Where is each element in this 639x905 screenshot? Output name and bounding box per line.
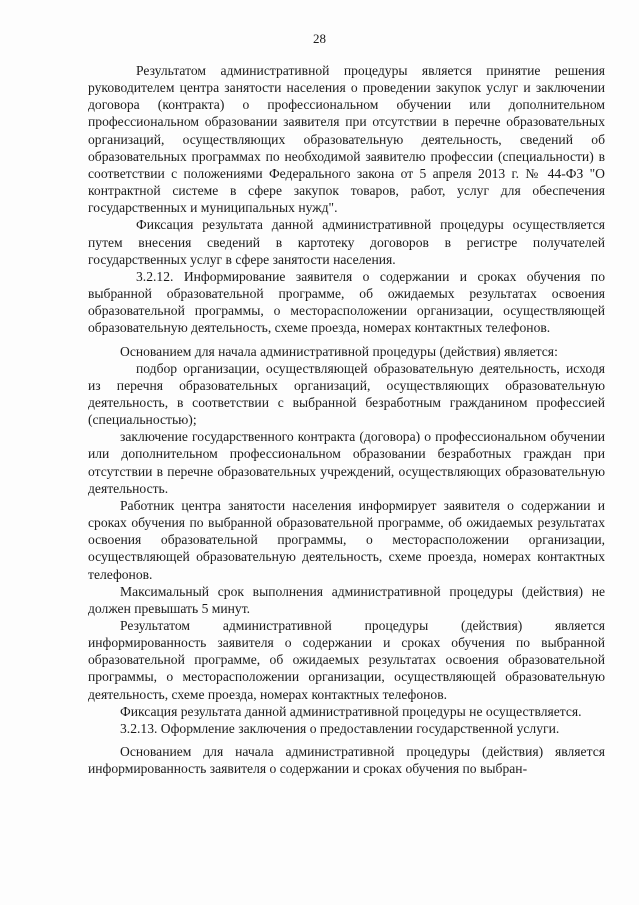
paragraph-result-fixation: Фиксация результата данной административной процедуры осуществляется путем внесения сведений в картотеку договоров в регистре получателей государственных услуг в сфере занятости населения.	[88, 217, 605, 267]
paragraph-section-3-2-12: 3.2.12. Информирование заявителя о содержании и сроках обучения по выбранной образовательной программе, об ожидаемых результатах освоения образовательной программы, о месторасположении организации, осуществляющей образовательную деятельность, схеме проезда, номерах контактных телефонов.	[88, 268, 605, 336]
page-number: 28	[313, 31, 326, 46]
paragraph-procedure-basis: Основанием для начала административной процедуры (действия) является:	[120, 343, 558, 359]
paragraph-informing-result: Результатом административной процедуры (действия) является информированность заявителя о содержании и сроках обучения по выбранной образовательной программе, об ожидаемых результатах освоения образовательной программы, о месторасположении организации, осуществляющей образовательную деятельность, схеме проезда, номерах контактных телефонов.	[88, 618, 605, 702]
document-body	[88, 62, 605, 777]
paragraph-section-3-2-13: 3.2.13. Оформление заключения о предоставлении государственной услуги.	[120, 720, 560, 736]
paragraph-contract-conclusion: заключение государственного контракта (договора) о профессиональном обучении или дополнительном профессиональном образовании безработных граждан при отсутствии в перечне образовательных учреждений, осуществляющих образовательную деятельность.	[88, 429, 605, 496]
paragraph-conclusion-basis: Основанием для начала административной процедуры (действия) является информированность заявителя о содержании и сроках обучения по выбран-	[88, 744, 605, 777]
paragraph-organization-selection: подбор организации, осуществляющей образовательную деятельность, исходя из перечня образовательных организаций, осуществляющих образовательную деятельность, в соответствии с выбранной безработным гражданином профессией (специальностью);	[88, 360, 605, 428]
paragraph-procedure-result: Результатом административной процедуры является принятие решения руководителем центра занятости населения о проведении закупок услуг и заключении договора (контракта) о профессиональном обучении или дополнительном профессиональном образовании заявителя при отсутствии в перечне образовательных организаций, осуществляющих образовательную деятельность, сведений об образовательных программах по необходимой заявителю профессии (специальности) в соответствии с положениями Федерального закона от 5 апреля 2013 г. № 44-ФЗ "О контрактной системе в сфере закупок товаров, работ, услуг для обеспечения государственных и муниципальных нужд".	[88, 63, 605, 216]
paragraph-employee-informs: Работник центра занятости населения информирует заявителя о содержании и сроках обучения по выбранной образовательной программе, об ожидаемых результатах освоения образовательной программы, о месторасположении организации, осуществляющей образовательную деятельность, схеме проезда, номерах контактных телефонов.	[88, 497, 605, 582]
paragraph-max-duration: Максимальный срок выполнения административной процедуры (действия) не должен превышать 5 минут.	[88, 583, 605, 616]
paragraph-no-fixation: Фиксация результата данной административной процедуры не осуществляется.	[120, 703, 582, 719]
